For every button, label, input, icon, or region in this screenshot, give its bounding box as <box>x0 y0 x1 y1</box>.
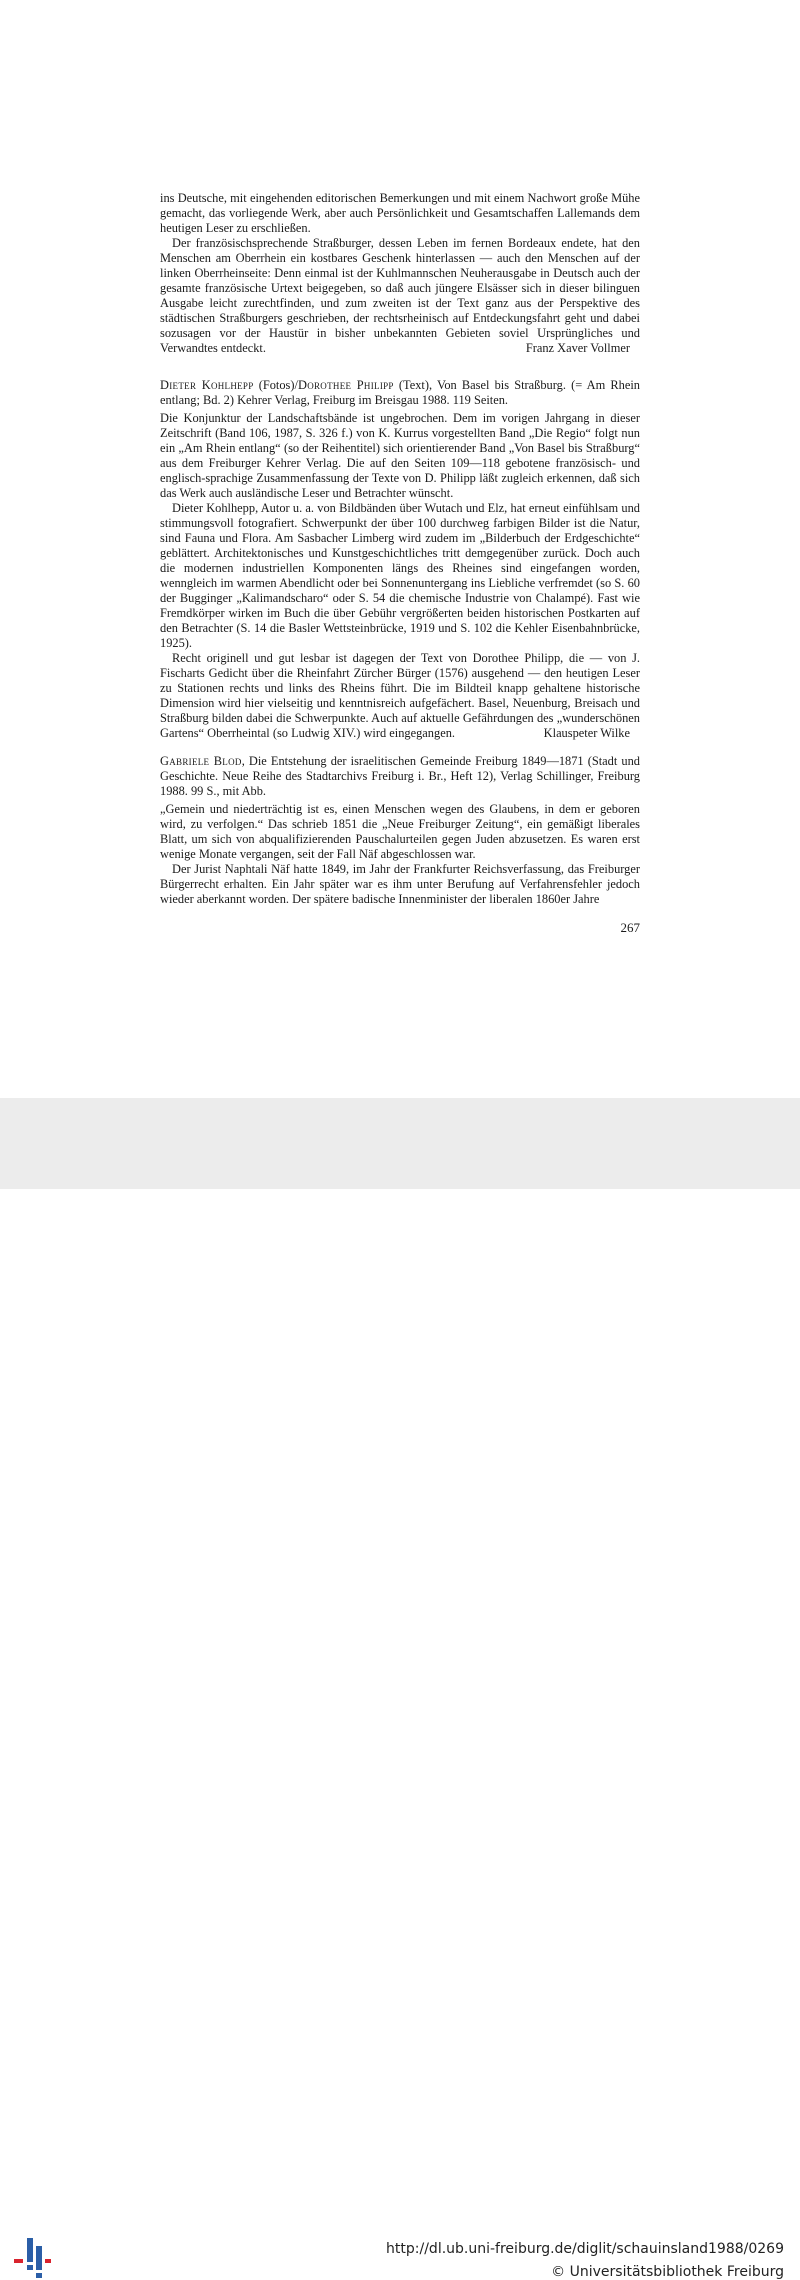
reviewer-signature: Klauspeter Wilke <box>543 726 630 740</box>
review-paragraph <box>160 236 640 356</box>
author-role: (Fotos)/ <box>253 378 298 392</box>
review-paragraph: Der Jurist Naphtali Näf hatte 1849, im Jahr der Frankfurter Reichsverfassung, das Freiburger Bürgerrecht erhalten. Ein Jahr später war es ihm unter Berufung auf Verfahrensfehler jedoch wieder aberkannt worden. Der spätere badische Innenminister der liberalen 1860er Jahre <box>160 862 640 906</box>
viewer-footer <box>0 1098 800 2280</box>
book-citation: , Die Entstehung der israelitischen Gemeinde Freiburg 1849—1871 (Stadt und Geschichte. Neue Reihe des Stadtarchivs Freiburg i. Br., Heft 12), Verlag Schillinger, Freiburg 1988. 99 S., mit Abb. <box>160 754 640 798</box>
bibliographic-entry <box>160 754 640 799</box>
source-url-link[interactable] <box>386 2241 784 2257</box>
source-url[interactable]: http://dl.ub.uni-freiburg.de/diglit/schauinsland1988/0269 <box>386 2241 784 2257</box>
review-paragraph: „Gemein und niederträchtig ist es, einen Menschen wegen des Glaubens, in dem er geboren wird, zu verfolgen.“ Das schrieb 1851 die „Neue Freiburger Zeitung“, ein gemäßigt liberales Blatt, um sich von abqualifizierenden Pauschalurteilen gegen Juden abzusetzen. Es waren erst wenige Monate vergangen, seit der Fall Näf abgeschlossen war. <box>160 802 640 861</box>
review-kohlhepp-philipp <box>160 378 640 741</box>
reviewer-signature: Franz Xaver Vollmer <box>525 341 630 355</box>
review-blod <box>160 754 640 907</box>
review-paragraph-text: Der französischsprechende Straßburger, dessen Leben im fernen Bordeaux endete, hat den Menschen am Oberrhein ein kostbares Geschenk hinterlassen — auch den Menschen auf der linken Oberrheinseite: Denn einmal ist der Kuhlmannschen Neuherausgabe in Deutsch auch der gesamte französische Urtext beigegeben, so daß auch jüngere Elsässer sich in dieser bilinguen Ausgabe leicht zurechtfinden, und zum zweiten ist der Text ganz aus der Perspektive des städtischen Straßburgers geschrieben, der rechtsrheinisch auf Entdeckungsfahrt geht und dabei sozusagen vor der Haustür in bisher unbekannten Gebieten soviel Ursprüngliches und Verwandtes entdeckt. <box>160 236 640 355</box>
review-paragraph: Die Konjunktur der Landschaftsbände ist ungebrochen. Dem im vorigen Jahrgang in dieser Zeitschrift (Band 106, 1987, S. 326 f.) von K. Kurrus vorgestellten Band „Die Regio“ folgt nun ein „Am Rhein entlang“ (so der Reihentitel) sich orientierender Band „Von Basel bis Straßburg“ aus dem Freiburger Kehrer Verlag. Die auf den Seiten 109—118 gebotene französisch- und englisch-sprachige Zusammenfassung der Texte von D. Philipp läßt zugleich erkennen, daß sich das Werk auch ausländische Leser und Betrachter wünscht. <box>160 411 640 500</box>
library-logo-icon <box>12 2236 52 2278</box>
page-number: 267 <box>620 920 640 935</box>
review-vollmer <box>160 191 640 356</box>
book-author: Dieter Kohlhepp <box>160 378 254 392</box>
book-citation: (Text), Von Basel bis Straßburg. (= Am Rhein entlang; Bd. 2) Kehrer Verlag, Freiburg im Breisgau 1988. 119 Seiten. <box>160 378 640 407</box>
copyright-notice: © Universitätsbibliothek Freiburg <box>551 2264 784 2280</box>
review-paragraph <box>160 651 640 741</box>
book-author: Gabriele Blod <box>160 754 242 768</box>
review-paragraph: Dieter Kohlhepp, Autor u. a. von Bildbänden über Wutach und Elz, hat erneut einfühlsam und stimmungsvoll fotografiert. Schwerpunkt der über 100 durchweg farbigen Bilder ist die Natur, sind Fauna und Flora. Am Sasbacher Limberg wird zudem im „Bilderbuch der Erdgeschichte“ geblättert. Architektonisches und Kunstgeschichtliches tritt demgegenüber zurück. Doch auch die modernen industriellen Komponenten längs des Rheines sind eingefangen worden, wenngleich im warmen Abendlicht oder bei Sonnenuntergang ins Liebliche verfremdet (so S. 60 der Bugginger „Kalimandscharo“ oder S. 54 die chemische Industrie von Chalampé). Fast wie Fremdkörper wirken im Buch die über Gebühr vergrößerten beiden historischen Postkarten auf den Betrachter (S. 14 die Basler Wettsteinbrücke, 1919 und S. 102 die Kehler Eisenbahnbrücke, 1925). <box>160 501 640 650</box>
review-paragraph: ins Deutsche, mit eingehenden editorischen Bemerkungen und mit einem Nachwort große Mühe gemacht, das vorliegende Werk, aber auch Persönlichkeit und Gesamtschaffen Lallemands dem heutigen Leser zu erschließen. <box>160 191 640 235</box>
document-page <box>0 0 800 1098</box>
bibliographic-entry <box>160 378 640 408</box>
book-author: Dorothee Philipp <box>297 378 394 392</box>
review-paragraph-text: Recht originell und gut lesbar ist dagegen der Text von Dorothee Philipp, die — von J. Fischarts Gedicht über die Rheinfahrt Zürcher Bürger (1576) ausgehend — den heutigen Leser zu Stationen rechts und links des Rheins führt. Die im Bildteil knapp gehaltene historische Dimension wird hier vielseitig und kenntnisreich aufgefächert. Basel, Neuenburg, Breisach und Straßburg bilden dabei die Schwerpunkte. Auch auf aktuelle Gefährdungen des „wunderschönen Gartens“ Oberrheintal (so Ludwig XIV.) wird eingegangen. <box>160 651 640 740</box>
